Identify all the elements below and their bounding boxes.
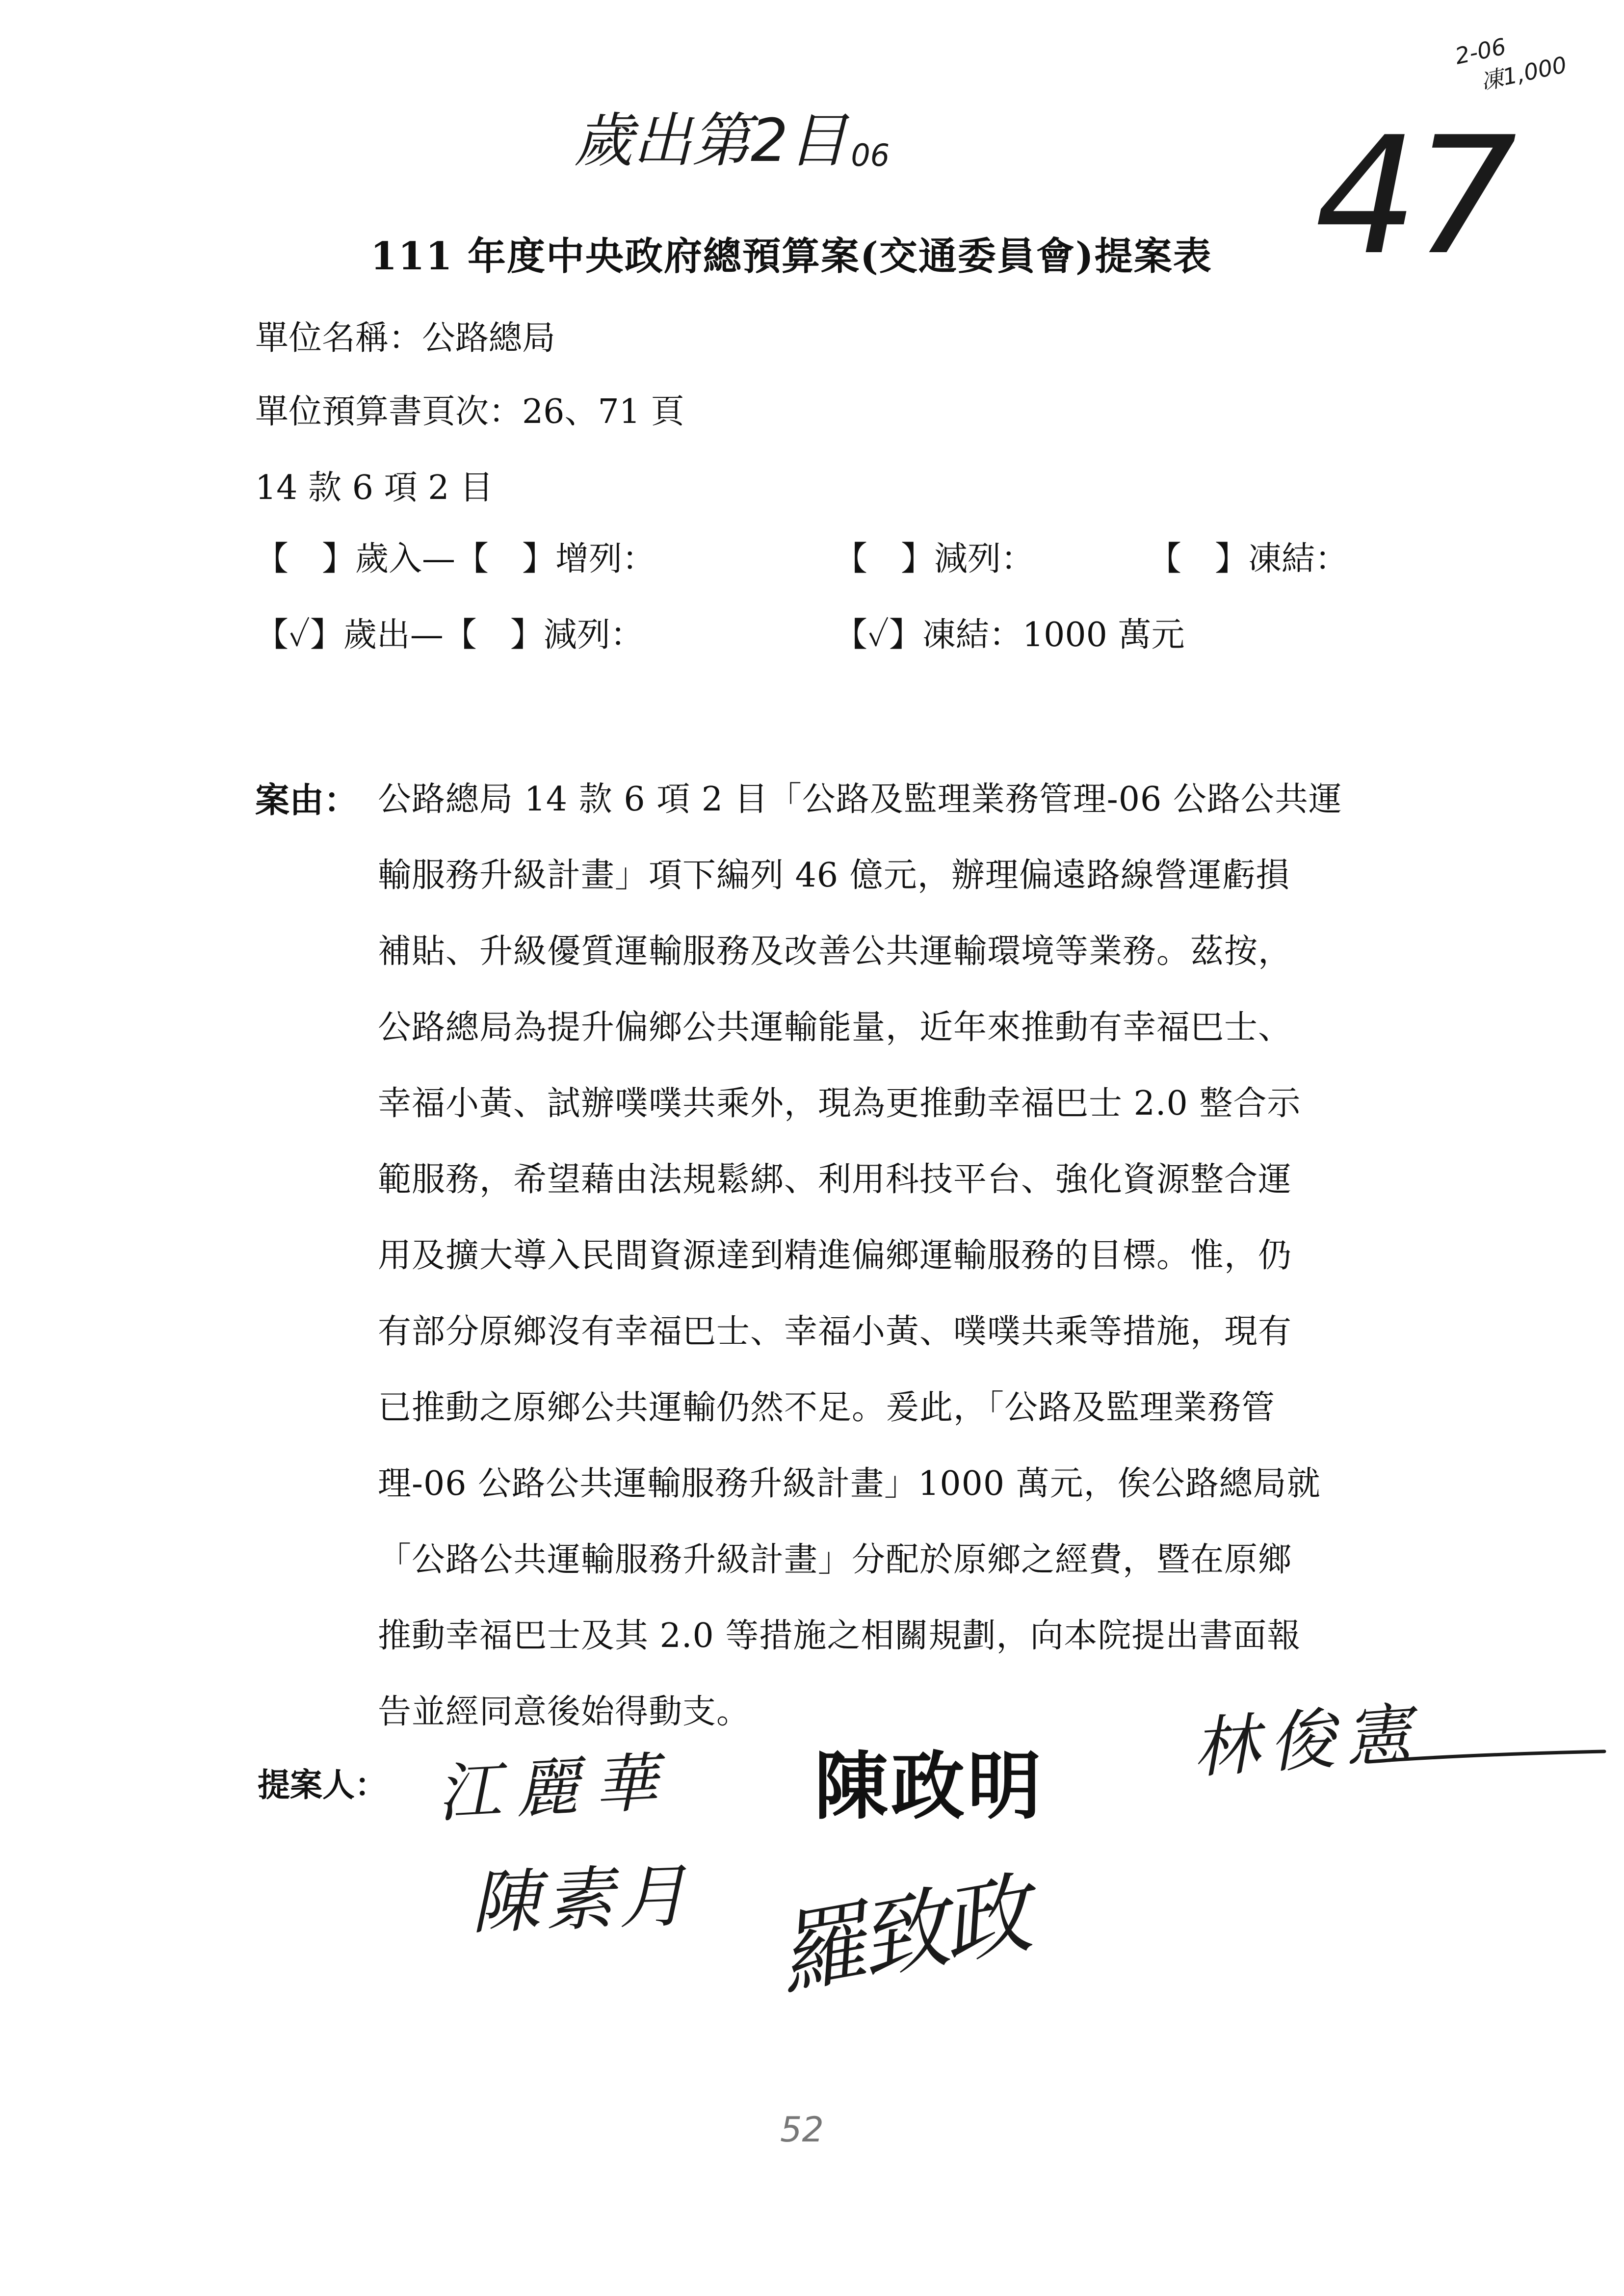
signature-3-flourish [1388, 1747, 1609, 1766]
budget-pages: 單位預算書頁次：26、71 頁 [255, 392, 684, 431]
reason-line: 幸福小黃、試辦噗噗共乘外，現為更推動幸福巴士 2.0 整合示 [378, 1084, 1301, 1123]
reason-line: 公路總局為提升偏鄉公共運輸能量，近年來推動有幸福巴士、 [378, 1008, 1292, 1047]
page-mark: 52 [780, 2110, 824, 2150]
reason-line: 用及擴大導入民間資源達到精進偏鄉運輸服務的目標。惟，仍 [378, 1236, 1292, 1275]
reason-line: 「公路公共運輸服務升級計畫」分配於原鄉之經費，暨在原鄉 [378, 1540, 1292, 1579]
reason-line: 推動幸福巴士及其 2.0 等措施之相關規劃，向本院提出書面報 [378, 1617, 1301, 1655]
corner-note-line-2: 凍1,000 [1478, 51, 1569, 96]
section-label [574, 107, 890, 175]
item-code: 14 款 6 項 2 目 [255, 469, 494, 507]
unit-name: 單位名稱：公路總局 [255, 319, 556, 358]
corner-note-line-1: 2-06 [1452, 33, 1509, 70]
proposal-number: 47 [1315, 102, 1513, 290]
signature-2: 陳政明 [814, 1744, 1045, 1829]
page-title: 111 年度中央政府總預算案(交通委員會)提案表 [370, 234, 1212, 279]
reason-line: 輸服務升級計畫」項下編列 46 億元，辦理偏遠路線營運虧損 [378, 856, 1290, 895]
reason-line: 告並經同意後始得動支。 [378, 1693, 751, 1731]
expenditure-freeze-option: 【✓】凍結：1000 萬元 [834, 616, 1185, 654]
revenue-option: 【 】歲入—【 】增列： [255, 540, 656, 578]
reason-label: 案由： [255, 780, 358, 820]
reason-line: 理-06 公路公共運輸服務升級計畫」1000 萬元，俟公路總局就 [378, 1464, 1321, 1503]
section-label-text: 歲出第2目 [574, 107, 847, 175]
signature-1: 江麗華 [435, 1744, 675, 1831]
expenditure-option: 【✓】歲出—【 】減列： [255, 616, 644, 654]
signature-3: 林俊憲 [1190, 1694, 1423, 1787]
section-label-suffix: 06 [851, 137, 890, 173]
signature-5: 羅致政 [769, 1863, 1034, 2008]
signature-4: 陳素月 [470, 1856, 694, 1944]
reason-line: 公路總局 14 款 6 項 2 目「公路及監理業務管理-06 公路公共運 [378, 780, 1342, 819]
reason-line: 補貼、升級優質運輸服務及改善公共運輸環境等業務。茲按， [378, 932, 1292, 971]
reason-line: 範服務，希望藉由法規鬆綁、利用科技平台、強化資源整合運 [378, 1160, 1292, 1199]
revenue-decrease-option: 【 】減列： [834, 540, 1035, 578]
reason-line: 有部分原鄉沒有幸福巴士、幸福小黃、噗噗共乘等措施，現有 [378, 1312, 1292, 1351]
reason-line: 已推動之原鄉公共運輸仍然不足。爰此，「公路及監理業務管 [378, 1388, 1276, 1427]
revenue-freeze-option: 【 】凍結： [1148, 540, 1349, 578]
handwritten-corner-note [1452, 20, 1570, 102]
proposer-label: 提案人： [258, 1766, 387, 1804]
